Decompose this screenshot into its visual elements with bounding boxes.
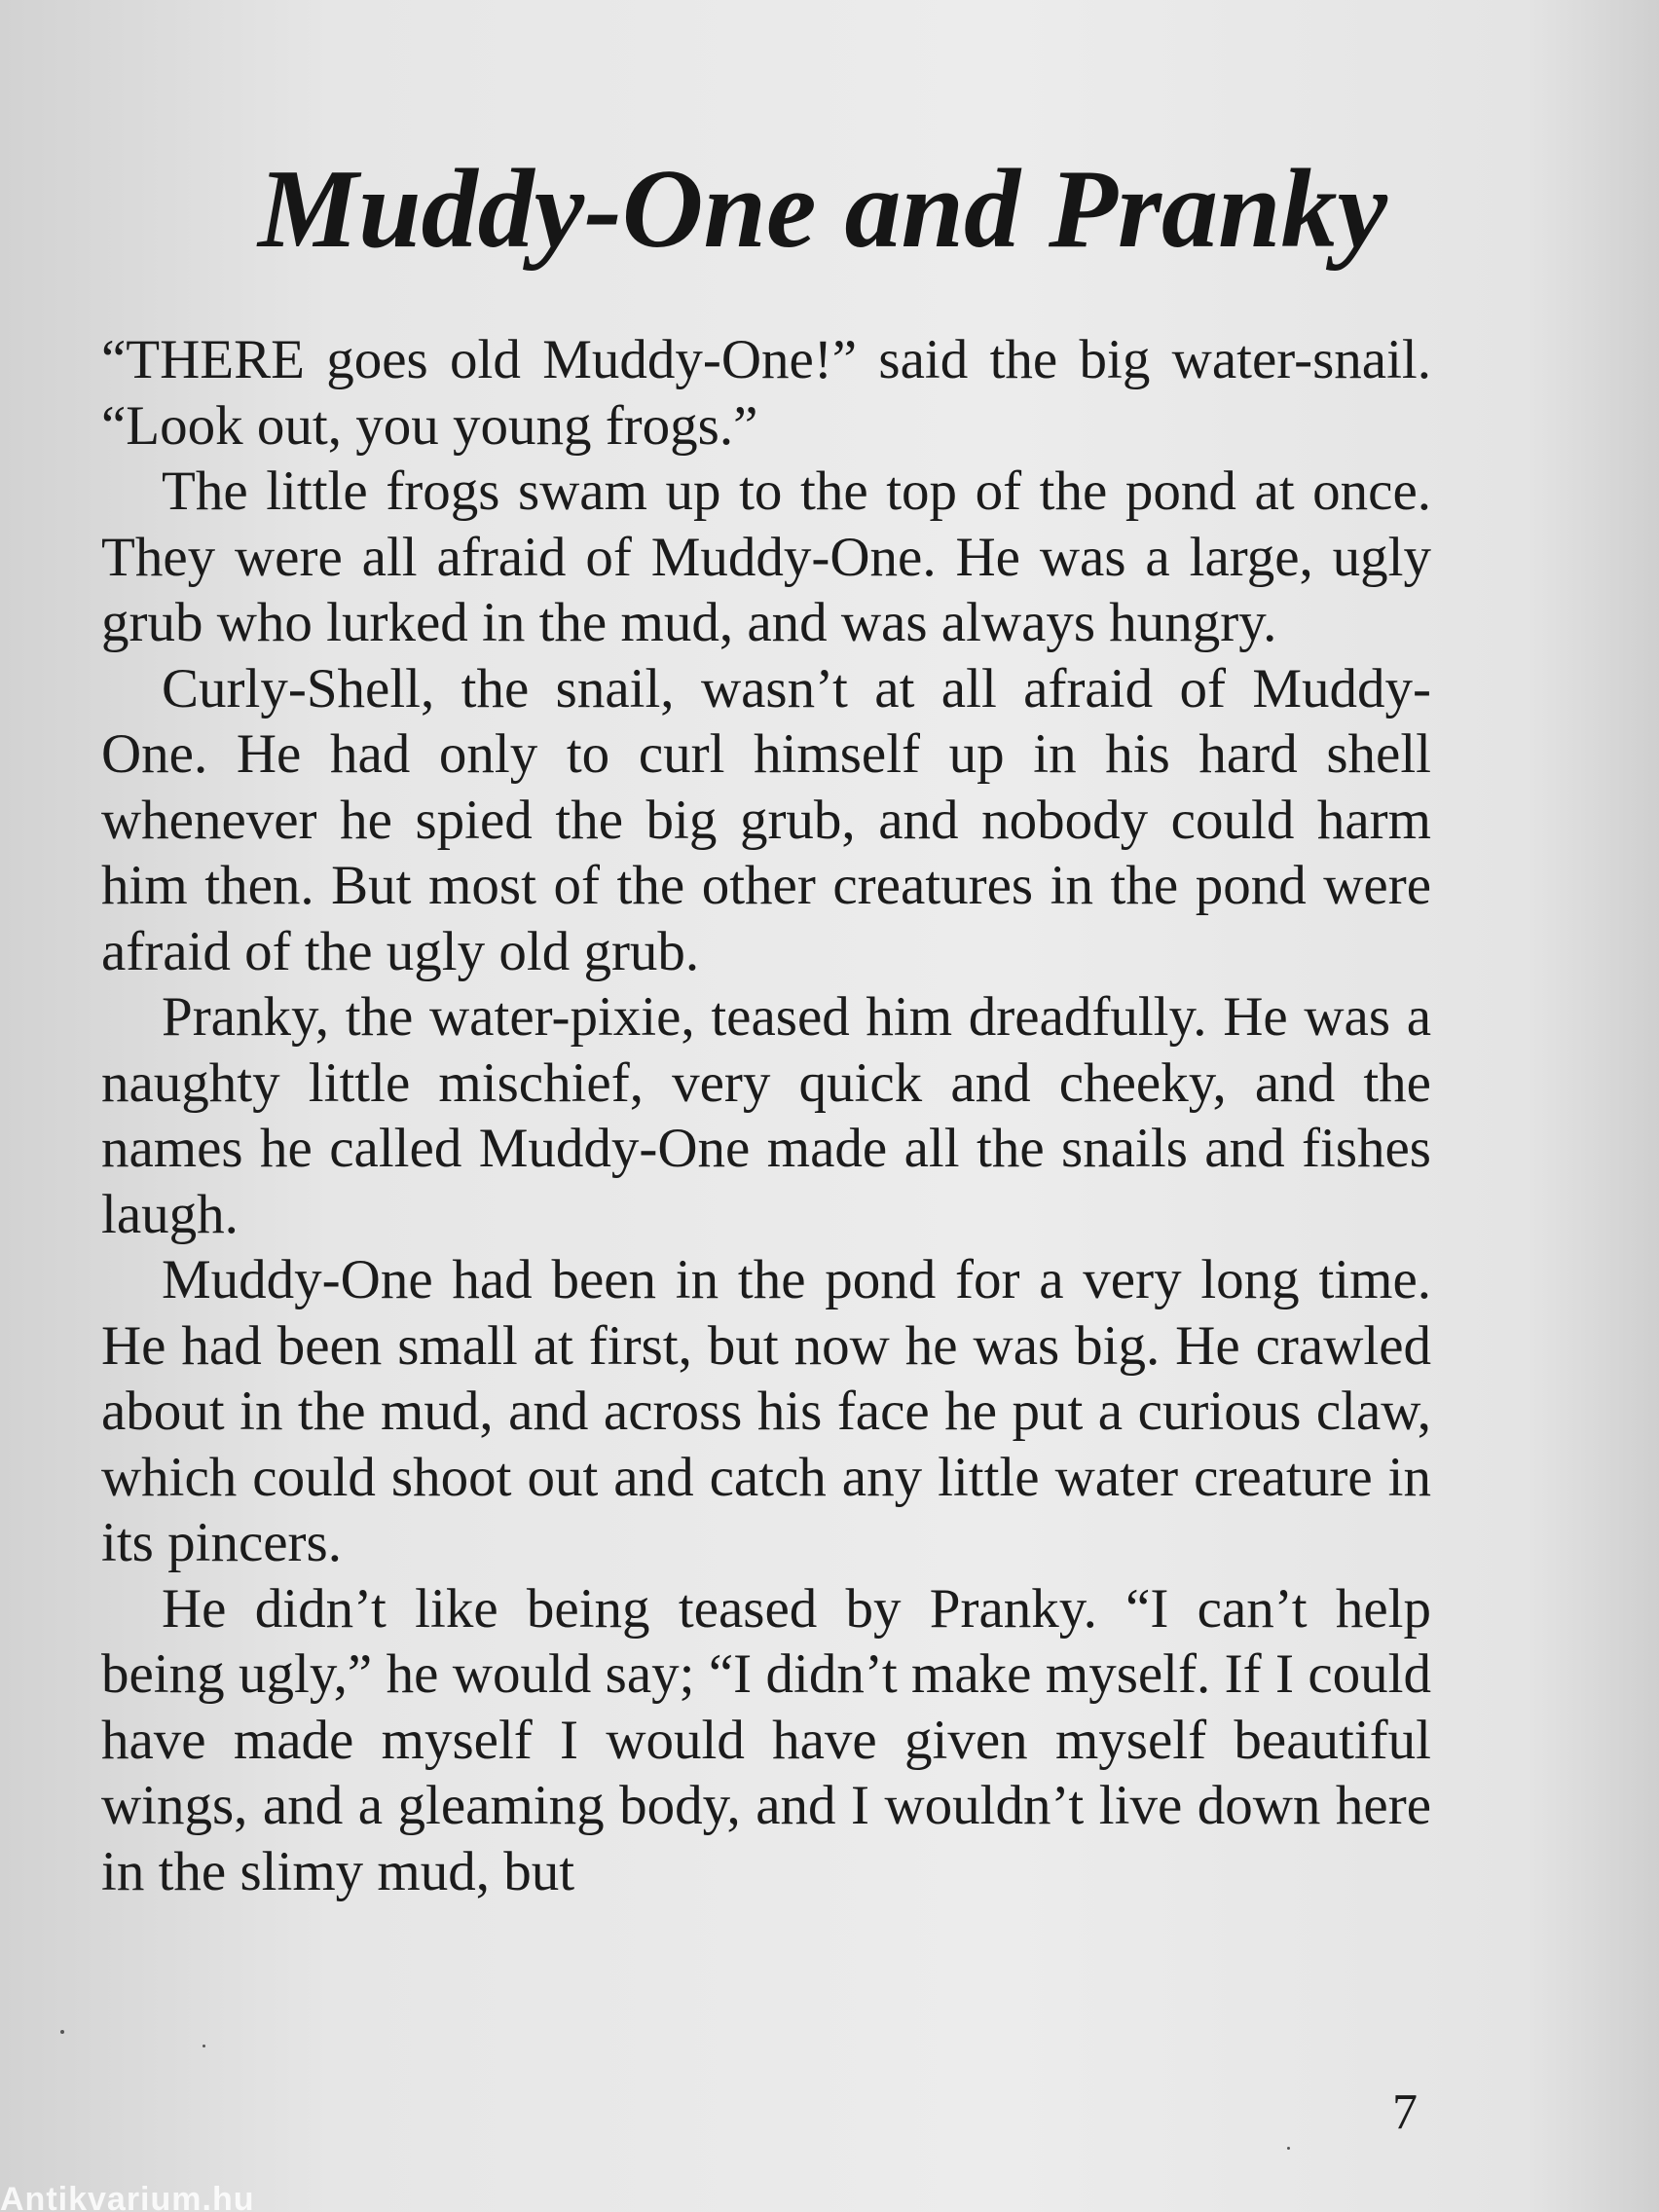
watermark: Antikvarium.hu xyxy=(0,2181,255,2212)
paragraph-2: The little frogs swam up to the top of the pond at once. They were all afraid of Muddy-One. He was a large, ugly grub who lurked in the mud, and was always hungry. xyxy=(101,461,1431,653)
dust-speck xyxy=(60,2030,64,2034)
dust-speck xyxy=(1287,2147,1290,2150)
dust-speck xyxy=(203,2045,205,2047)
page-number: 7 xyxy=(1392,2084,1418,2140)
body-text xyxy=(101,327,1431,1904)
chapter-title: Muddy-One and Pranky xyxy=(257,147,1388,272)
paragraph-5: Muddy-One had been in the pond for a very long time. He had been small at first, but now he was big. He crawled about in the mud, and across his face he put a curious claw, which could shoot out and catch any little water creature in its pincers. xyxy=(101,1249,1431,1573)
paragraph-3: Curly-Shell, the snail, wasn’t at all afraid of Muddy-One. He had only to curl himself up in his hard shell whenever he spied the big grub, and nobody could harm him then. But most of the other creatures in the pond were afraid of the ugly old grub. xyxy=(101,657,1431,982)
paragraph-1: “THERE goes old Muddy-One!” said the big water-snail. “Look out, you young frogs.” xyxy=(101,329,1431,457)
paragraph-6: He didn’t like being teased by Pranky. “I can’t help being ugly,” he would say; “I didn’t make myself. If I could have made myself I would have given myself beautiful wings, and a gleaming body, and I wouldn’t live down here in the slimy mud, but xyxy=(101,1577,1431,1902)
paragraph-4: Pranky, the water-pixie, teased him dreadfully. He was a naughty little mischief, very quick and cheeky, and the names he called Muddy-One made all the snails and fishes laugh. xyxy=(101,986,1431,1245)
